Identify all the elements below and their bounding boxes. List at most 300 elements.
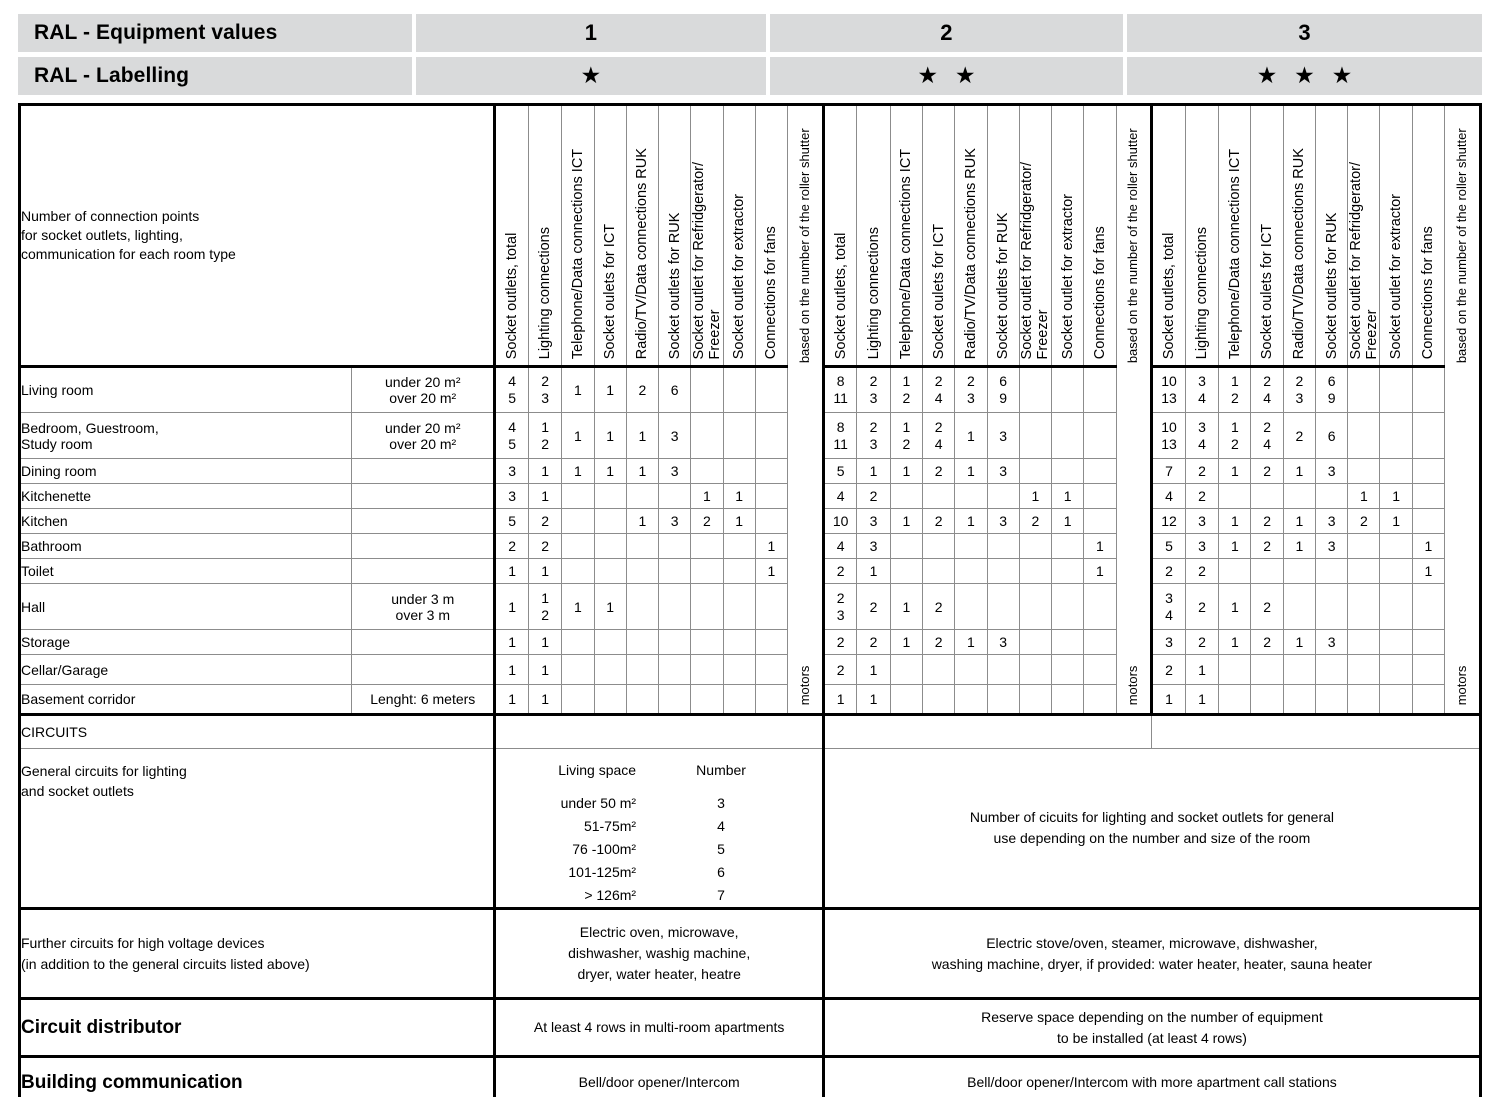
data-cell [1019,559,1051,584]
data-cell: 2 [1251,630,1283,655]
data-cell [1315,559,1347,584]
building-communication-level1: Bell/door opener/Intercom [495,1057,823,1097]
further-circuits-row [20,909,1481,999]
data-cell [987,685,1019,715]
data-cell [723,459,755,484]
roller-note-bottom: motors [1453,665,1469,705]
data-cell [562,655,594,685]
data-cell [1019,584,1051,630]
table-corner-title: Number of connection points for socket outlets, lighting, communication for each room type [20,105,495,367]
data-cell [691,459,723,484]
data-cell: 2 [495,534,528,559]
data-cell: 3 [987,459,1019,484]
data-cell: 1 [755,559,787,584]
column-header-1: Socket outlets, total [823,105,856,367]
data-cell [955,655,987,685]
data-cell [1380,413,1412,459]
data-cell: 3 [987,630,1019,655]
data-cell [1315,685,1347,715]
data-cell: 6 [659,367,691,413]
data-cell: 1 [1348,484,1380,509]
room-label: Kitchen [20,509,352,534]
living-space-value: 76 -100m² [572,841,637,857]
data-cell [987,559,1019,584]
data-cell: 3 [857,534,890,559]
data-cell: 3 [1152,630,1185,655]
data-cell: 3 [659,459,691,484]
data-cell: 2 [1251,584,1283,630]
data-cell: 3 [659,413,691,459]
data-cell [626,484,658,509]
data-cell: 1 [1185,655,1218,685]
circuits-title-spacer-l2 [823,715,1151,749]
column-header-9: Connections for fans [755,105,787,367]
data-cell [691,413,723,459]
building-communication-level23: Bell/door opener/Intercom with more apartment call stations [823,1057,1480,1097]
data-cell [1348,413,1380,459]
data-cell: 1 [626,459,658,484]
data-cell: 1 [562,367,594,413]
roller-note-top: based on the number of the roller shutter [1125,128,1141,364]
data-cell [1251,655,1283,685]
data-cell [1219,685,1251,715]
data-cell: 3 [1315,509,1347,534]
data-cell: 2 [1251,509,1283,534]
table-row [20,509,1481,534]
data-cell [1380,367,1412,413]
data-cell: 6 9 [987,367,1019,413]
data-cell: 1 [1185,685,1218,715]
data-cell [1219,484,1251,509]
column-header-4: Socket oulets for ICT [1251,105,1283,367]
data-cell: 10 [823,509,856,534]
data-cell [626,559,658,584]
roller-note-top: based on the number of the roller shutter [796,128,812,364]
further-circuits-level1: Electric oven, microwave, dishwasher, washig machine, dryer, water heater, heatre [495,909,823,999]
data-cell [1052,655,1084,685]
data-cell [1380,559,1412,584]
data-cell [1052,413,1084,459]
data-cell [723,534,755,559]
data-cell: 1 2 [1219,413,1251,459]
data-cell: 1 [857,459,890,484]
data-cell [659,655,691,685]
table-row [20,459,1481,484]
data-cell [1348,534,1380,559]
data-cell: 3 [1315,459,1347,484]
data-cell: 2 3 [955,367,987,413]
data-cell: 2 [528,509,561,534]
data-cell: 4 5 [495,413,528,459]
room-qualifier: under 20 m² over 20 m² [352,367,495,413]
data-cell: 1 [1283,630,1315,655]
data-cell: 1 [1052,509,1084,534]
labelling-label: RAL - Labelling [18,57,412,95]
data-cell [1380,459,1412,484]
room-label: Living room [20,367,352,413]
general-circuits-level1 [495,749,823,909]
data-cell [755,484,787,509]
circuits-title-spacer-l1 [495,715,823,749]
data-cell: 1 [528,655,561,685]
table-header-row [20,105,1481,367]
data-cell [723,630,755,655]
data-cell: 1 [528,559,561,584]
data-cell [691,685,723,715]
data-cell [1084,630,1116,655]
data-cell [923,484,955,509]
column-header-2: Lighting connections [857,105,890,367]
data-cell [755,630,787,655]
data-cell: 1 2 [528,584,561,630]
connection-points-table [18,103,1482,1097]
data-cell: 3 4 [1185,367,1218,413]
data-cell [659,630,691,655]
banner-row-labelling [18,57,1482,95]
data-cell [562,559,594,584]
room-label: Cellar/Garage [20,655,352,685]
room-label: Toilet [20,559,352,584]
data-cell [755,584,787,630]
data-cell: 1 [823,685,856,715]
data-cell: 2 [1251,534,1283,559]
circuit-distributor-row [20,999,1481,1057]
data-cell: 2 [1348,509,1380,534]
data-cell: 3 [1315,534,1347,559]
data-cell [691,559,723,584]
roller-note-top: based on the number of the roller shutter [1453,128,1469,364]
data-cell: 10 13 [1152,367,1185,413]
data-cell [923,685,955,715]
data-cell: 1 [528,484,561,509]
room-label: Dining room [20,459,352,484]
data-cell [626,534,658,559]
room-qualifier [352,559,495,584]
column-header-7: Socket outlet for Refridgerator/ Freezer [1348,105,1380,367]
column-header-5: Radio/TV/Data connections RUK [626,105,658,367]
data-cell: 2 [691,509,723,534]
room-label: Bedroom, Guestroom, Study room [20,413,352,459]
data-cell [1251,484,1283,509]
column-header-1: Socket outlets, total [1152,105,1185,367]
data-cell: 1 [594,584,626,630]
data-cell: 1 [1084,534,1116,559]
column-header-5: Radio/TV/Data connections RUK [955,105,987,367]
living-space-value: 101-125m² [568,864,637,880]
data-cell: 1 [626,413,658,459]
data-cell [1251,685,1283,715]
circuit-distributor-level1: At least 4 rows in multi-room apartments [495,999,823,1057]
data-cell [1380,584,1412,630]
living-space-value: under 50 m² [560,795,637,811]
data-cell [1348,655,1380,685]
data-cell: 1 [1219,534,1251,559]
column-header-6: Socket outlets for RUK [1315,105,1347,367]
data-cell [1084,509,1116,534]
data-cell [1019,630,1051,655]
column-header-4: Socket oulets for ICT [594,105,626,367]
data-cell [594,685,626,715]
data-cell [1348,459,1380,484]
data-cell [626,655,658,685]
data-cell [1348,685,1380,715]
data-cell: 1 [495,655,528,685]
data-cell [890,484,922,509]
table-row [20,584,1481,630]
room-qualifier: under 3 m over 3 m [352,584,495,630]
data-cell [1315,584,1347,630]
room-label: Kitchenette [20,484,352,509]
data-cell [1084,367,1116,413]
living-space-header: Living space [558,762,637,778]
data-cell [1052,559,1084,584]
circuit-distributor-level23: Reserve space depending on the number of equipment to be installed (at least 4 rows) [823,999,1480,1057]
table-row [20,559,1481,584]
data-cell: 1 [528,630,561,655]
circuits-title-spacer-l3 [1152,715,1481,749]
data-cell [1380,655,1412,685]
data-cell: 1 [1283,459,1315,484]
data-cell: 2 3 [857,413,890,459]
data-cell [1084,413,1116,459]
data-cell: 2 [1019,509,1051,534]
data-cell [955,584,987,630]
data-cell [626,630,658,655]
data-cell: 1 2 [890,413,922,459]
data-cell [1019,367,1051,413]
data-cell: 1 [594,367,626,413]
data-cell [1412,459,1444,484]
column-header-8: Socket outlet for extractor [1380,105,1412,367]
number-header: Number [696,762,746,778]
data-cell: 1 [1412,534,1444,559]
data-cell [1251,559,1283,584]
circuit-distributor-label: Circuit distributor [20,999,495,1057]
data-cell [755,509,787,534]
roller-shutter-note-col [1116,105,1152,715]
banner-row-equipment-values [18,14,1482,52]
data-cell [1283,655,1315,685]
data-cell: 7 [1152,459,1185,484]
data-cell [691,534,723,559]
data-cell: 2 [1283,413,1315,459]
data-cell: 1 [495,630,528,655]
data-cell: 2 [923,630,955,655]
data-cell [1315,655,1347,685]
data-cell: 4 [823,534,856,559]
data-cell [691,367,723,413]
table-row [20,655,1481,685]
data-cell [594,655,626,685]
data-cell: 3 4 [1185,413,1218,459]
data-cell: 2 [823,630,856,655]
data-cell: 5 [823,459,856,484]
data-cell [1380,630,1412,655]
data-cell [594,559,626,584]
circuit-number-value: 5 [717,841,725,857]
room-label: Storage [20,630,352,655]
data-cell [626,584,658,630]
data-cell: 1 [1219,509,1251,534]
data-cell: 1 2 [1219,367,1251,413]
data-cell: 3 [987,413,1019,459]
column-header-3: Telephone/Data connections ICT [890,105,922,367]
data-cell [562,685,594,715]
data-cell [1412,367,1444,413]
data-cell: 1 [594,413,626,459]
data-cell [1283,584,1315,630]
data-cell: 2 [1251,459,1283,484]
data-cell [755,367,787,413]
data-cell: 3 [495,459,528,484]
level-1-stars: ★ [581,65,607,87]
data-cell: 2 [1185,584,1218,630]
data-cell [1019,413,1051,459]
data-cell: 1 [562,413,594,459]
data-cell: 1 [955,459,987,484]
data-cell [1052,367,1084,413]
data-cell [659,484,691,509]
data-cell [1052,630,1084,655]
room-label: Hall [20,584,352,630]
data-cell: 1 [723,484,755,509]
data-cell: 1 [723,509,755,534]
column-header-9: Connections for fans [1412,105,1444,367]
data-cell [1348,559,1380,584]
room-qualifier [352,484,495,509]
data-cell [723,584,755,630]
data-cell: 1 [528,459,561,484]
roller-shutter-note-col [788,105,824,715]
data-cell: 1 [890,630,922,655]
data-cell [659,559,691,584]
data-cell [1283,685,1315,715]
data-cell: 2 3 [857,367,890,413]
data-cell: 2 3 [823,584,856,630]
level-3-stars: ★ ★ ★ [1258,65,1358,87]
data-cell [955,685,987,715]
table-row [20,534,1481,559]
data-cell [1084,584,1116,630]
living-space-value: 51-75m² [583,818,637,834]
data-cell: 5 [1152,534,1185,559]
data-cell [1019,534,1051,559]
data-cell [691,584,723,630]
data-cell: 2 [857,630,890,655]
data-cell [1084,655,1116,685]
column-header-3: Telephone/Data connections ICT [562,105,594,367]
data-cell: 1 [1019,484,1051,509]
data-cell: 2 4 [923,367,955,413]
data-cell: 1 [1219,584,1251,630]
column-header-9: Connections for fans [1084,105,1116,367]
data-cell: 1 [1380,484,1412,509]
room-label: Basement corridor [20,685,352,715]
data-cell [1412,413,1444,459]
data-cell [723,685,755,715]
room-qualifier [352,509,495,534]
circuits-section-header [20,715,1481,749]
circuit-number-value: 6 [717,864,725,880]
data-cell: 2 [1185,630,1218,655]
data-cell [1019,685,1051,715]
column-header-4: Socket oulets for ICT [923,105,955,367]
column-header-8: Socket outlet for extractor [723,105,755,367]
data-cell: 1 [691,484,723,509]
data-cell: 6 9 [1315,367,1347,413]
data-cell: 2 [923,509,955,534]
data-cell: 3 [1185,534,1218,559]
level-2-stars: ★ ★ [918,65,982,87]
building-communication-row [20,1057,1481,1097]
column-header-2: Lighting connections [1185,105,1218,367]
table-row [20,685,1481,715]
level-1-number: 1 [416,14,766,52]
data-cell: 2 [1152,655,1185,685]
data-cell [1084,685,1116,715]
data-cell [1084,484,1116,509]
data-cell [890,655,922,685]
circuit-number-value: 7 [717,887,725,903]
roller-shutter-note-col [1444,105,1480,715]
level-3-number: 3 [1127,14,1482,52]
data-cell: 2 3 [1283,367,1315,413]
data-cell: 2 [857,584,890,630]
data-cell [594,484,626,509]
data-cell: 1 [562,584,594,630]
data-cell [723,559,755,584]
room-qualifier [352,459,495,484]
data-cell: 3 [1315,630,1347,655]
data-cell: 2 [857,484,890,509]
data-cell: 3 [857,509,890,534]
data-cell [1412,685,1444,715]
data-cell [755,685,787,715]
data-cell: 3 [1185,509,1218,534]
data-cell [1219,559,1251,584]
building-communication-label: Building communication [20,1057,495,1097]
data-cell: 6 [1315,413,1347,459]
data-cell: 3 4 [1152,584,1185,630]
data-cell [987,655,1019,685]
room-label: Bathroom [20,534,352,559]
data-cell: 1 [857,655,890,685]
column-header-3: Telephone/Data connections ICT [1219,105,1251,367]
data-cell [1283,559,1315,584]
data-cell [890,534,922,559]
general-circuits-level23: Number of cicuits for lighting and socket outlets for general use depending on the number and size of the room [823,749,1480,909]
data-cell: 1 [1084,559,1116,584]
data-cell [1380,534,1412,559]
data-cell: 2 [626,367,658,413]
data-cell: 2 4 [1251,367,1283,413]
data-cell [1412,484,1444,509]
data-cell [1052,534,1084,559]
data-cell: 1 [1219,459,1251,484]
data-cell [1019,459,1051,484]
data-cell: 1 2 [890,367,922,413]
data-cell [1315,484,1347,509]
data-cell: 4 5 [495,367,528,413]
data-cell: 1 [495,584,528,630]
data-cell: 1 [562,459,594,484]
column-header-6: Socket outlets for RUK [987,105,1019,367]
data-cell: 2 [1185,459,1218,484]
data-cell: 1 [594,459,626,484]
data-cell: 4 [1152,484,1185,509]
data-cell [594,509,626,534]
further-circuits-level23: Electric stove/oven, steamer, microwave, dishwasher, washing machine, dryer, if provided: water heater, heater, sauna heater [823,909,1480,999]
